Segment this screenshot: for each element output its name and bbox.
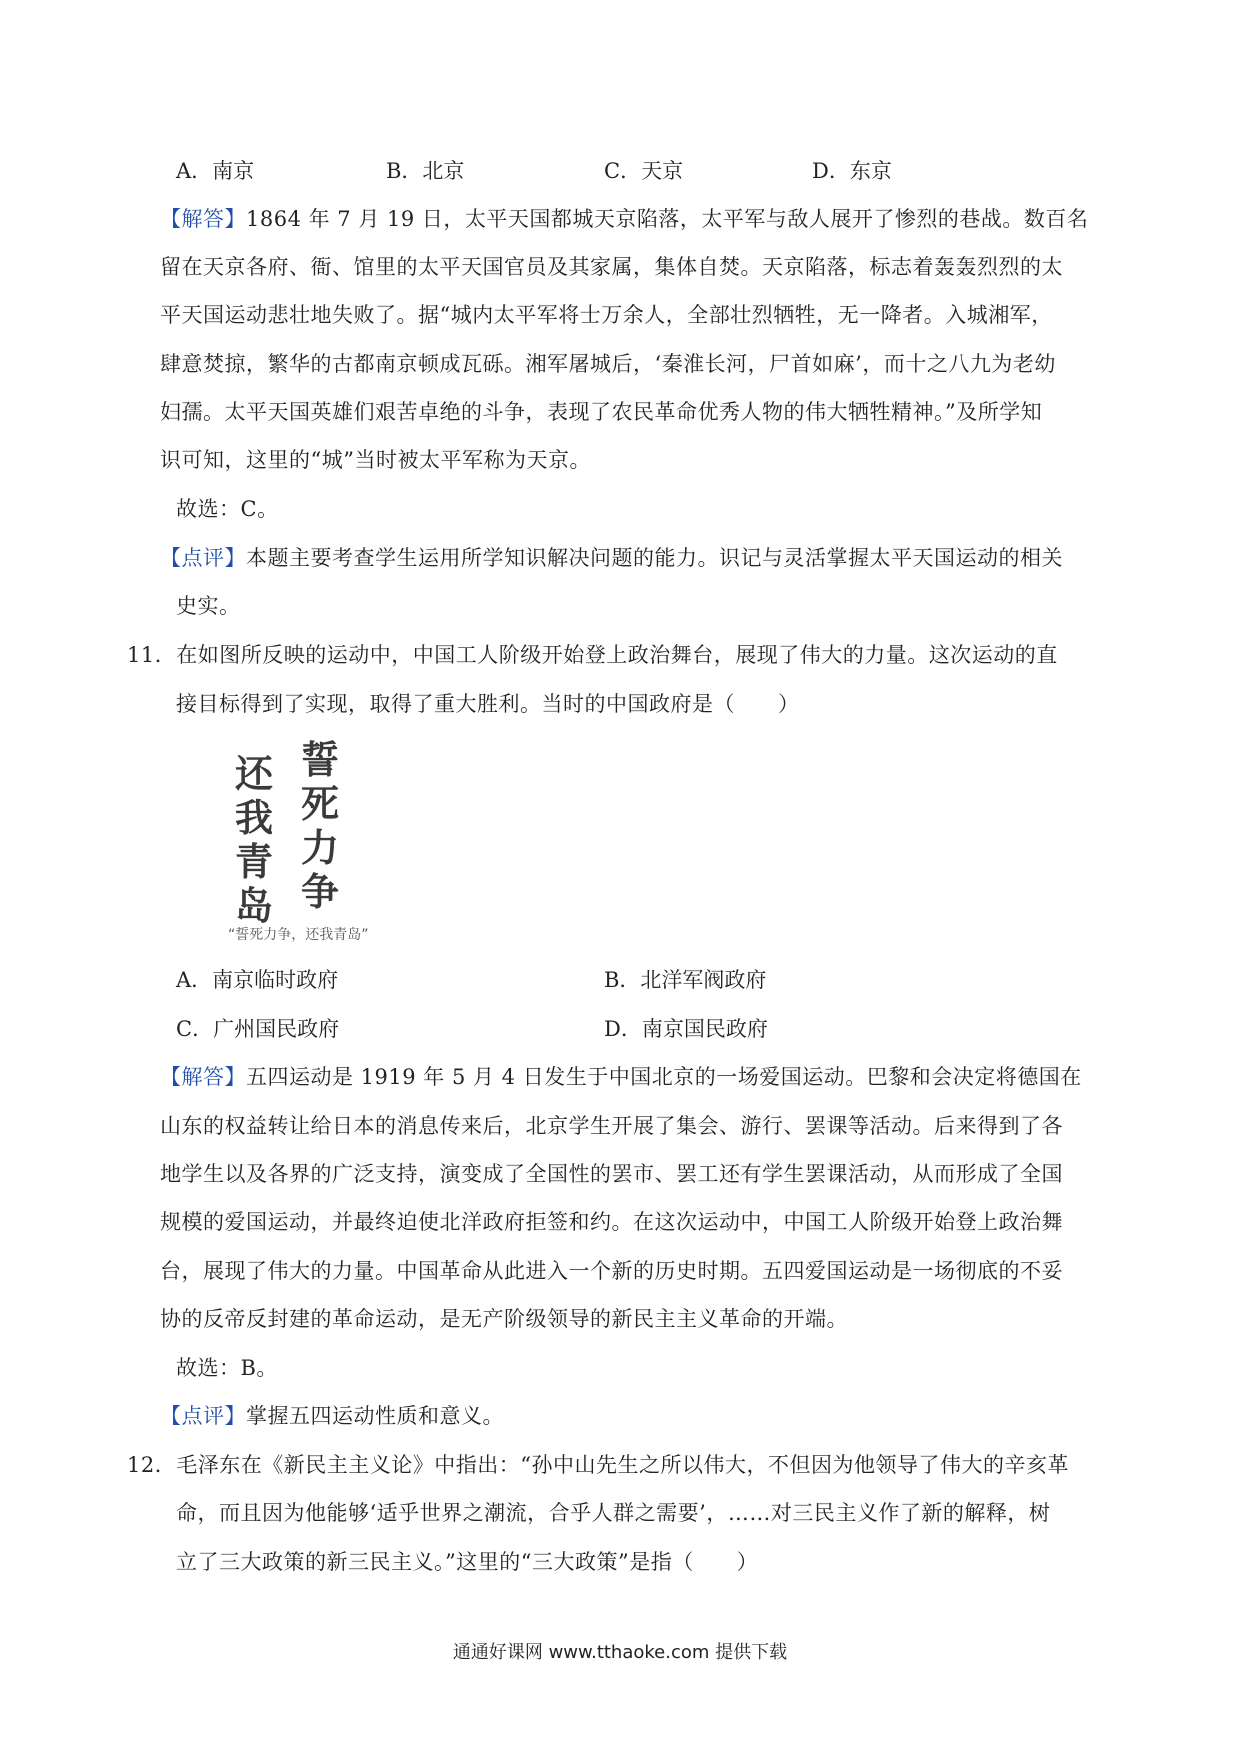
question-text: 毛泽东在《新民主主义论》中指出：“孙中山先生之所以伟大，不但因为他领导了伟大的辛亥革 <box>176 1453 1069 1477</box>
answer-tag: 【解答】 <box>160 1065 246 1089</box>
q10-option-a: A．南京 <box>176 159 255 183</box>
q10-answer-line: 识可知，这里的“城”当时被太平军称为天京。 <box>160 448 591 472</box>
comment-text: 本题主要考查学生运用所学知识解决问题的能力。识记与灵活掌握太平天国运动的相关 <box>246 546 1063 570</box>
question-number: 12． <box>127 1453 177 1477</box>
calligraphy-figure <box>222 738 412 948</box>
q11-answer-line: 协的反帝反封建的革命运动，是无产阶级领导的新民主主义革命的开端。 <box>160 1307 848 1331</box>
q11-comment-line <box>160 1401 1100 1431</box>
q12-question-line: 立了三大政策的新三民主义。”这里的“三大政策”是指（ ） <box>176 1550 759 1574</box>
page-footer: 通通好课网 www.tthaoke.com 提供下载 <box>452 1642 788 1663</box>
q10-choice: 故选：C。 <box>176 497 279 521</box>
q10-option-b: B．北京 <box>386 159 465 183</box>
q10-comment-line <box>160 543 1100 573</box>
q11-option-a: A．南京临时政府 <box>176 968 339 992</box>
q10-answer-line <box>160 204 1100 234</box>
q11-answer-line: 地学生以及各界的广泛支持，演变成了全国性的罢市、罢工还有学生罢课活动，从而形成了全国 <box>160 1162 1063 1186</box>
calligraphy-column-left: 还我青岛 <box>234 751 273 928</box>
q11-option-c: C．广州国民政府 <box>176 1017 340 1041</box>
q10-answer-line: 平天国运动悲壮地失败了。据“城内太平军将士万余人，全部壮烈牺牲，无一降者。入城湘军， <box>160 303 1053 327</box>
question-text: 在如图所反映的运动中，中国工人阶级开始登上政治舞台，展现了伟大的力量。这次运动的直 <box>176 643 1058 667</box>
q11-option-b: B．北洋军阀政府 <box>604 968 767 992</box>
comment-text: 掌握五四运动性质和意义。 <box>246 1404 504 1428</box>
q11-answer-line: 台，展现了伟大的力量。中国革命从此进入一个新的历史时期。五四爱国运动是一场彻底的不妥 <box>160 1259 1063 1283</box>
q12-question-line <box>127 1450 1107 1480</box>
q12-question-line: 命，而且因为他能够‘适乎世界之潮流，合乎人群之需要’，……对三民主义作了新的解释，树 <box>176 1501 1051 1525</box>
q10-option-c: C．天京 <box>604 159 684 183</box>
q10-answer-line: 肆意焚掠，繁华的古都南京顿成瓦砾。湘军屠城后，‘秦淮长河，尸首如麻’，而十之八九为老幼 <box>160 352 1056 376</box>
q11-choice: 故选：B。 <box>176 1356 278 1380</box>
comment-tag: 【点评】 <box>160 1404 246 1428</box>
q11-question-line: 接目标得到了实现，取得了重大胜利。当时的中国政府是（ ） <box>176 692 800 716</box>
answer-tag: 【解答】 <box>160 207 246 231</box>
q10-answer-line: 妇孺。太平天国英雄们艰苦卓绝的斗争，表现了农民革命优秀人物的伟大牺牲精神。”及所学知 <box>160 400 1043 424</box>
q11-answer-line: 规模的爱国运动，并最终迫使北洋政府拒签和约。在这次运动中，中国工人阶级开始登上政治舞 <box>160 1210 1063 1234</box>
figure-caption: “誓死力争，还我青岛” <box>228 927 369 943</box>
q11-answer-line <box>160 1062 1100 1092</box>
answer-text: 五四运动是 1919 年 5 月 4 日发生于中国北京的一场爱国运动。巴黎和会决定将德国在 <box>246 1065 1082 1089</box>
q11-answer-line: 山东的权益转让给日本的消息传来后，北京学生开展了集会、游行、罢课等活动。后来得到了各 <box>160 1114 1063 1138</box>
q10-answer-line: 留在天京各府、衙、馆里的太平天国官员及其家属，集体自焚。天京陷落，标志着轰轰烈烈的太 <box>160 255 1063 279</box>
q11-question-line <box>127 640 1107 670</box>
calligraphy-column-right: 誓死力争 <box>300 737 339 914</box>
answer-text: 1864 年 7 月 19 日，太平天国都城天京陷落，太平军与敌人展开了惨烈的巷战。数百名 <box>246 207 1089 231</box>
question-number: 11． <box>127 643 177 667</box>
q11-option-d: D．南京国民政府 <box>604 1017 768 1041</box>
comment-tag: 【点评】 <box>160 546 246 570</box>
q10-option-d: D．东京 <box>812 159 892 183</box>
q10-comment-line: 史实。 <box>176 594 241 618</box>
